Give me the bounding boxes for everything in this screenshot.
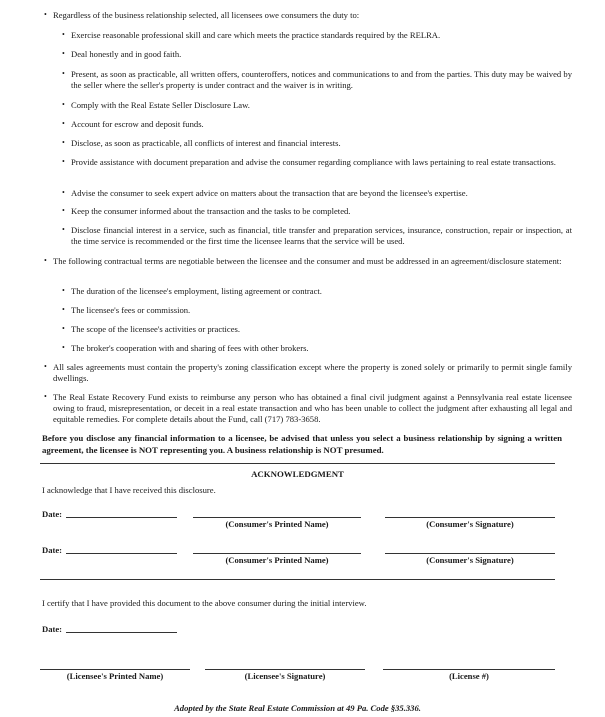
- duty-item: Provide assistance with document preparation and advise the consumer regarding compliance with laws pertaining to real estate transactions.: [71, 157, 556, 167]
- duty-item: Disclose, as soon as practicable, all conflicts of interest and financial interests.: [71, 138, 341, 148]
- footer-citation: Adopted by the State Real Estate Commission at 49 Pa. Code §35.336.: [174, 703, 421, 713]
- bullet: •: [44, 362, 47, 371]
- consumer-printed-name-field[interactable]: [193, 553, 361, 554]
- bullet: •: [62, 100, 65, 109]
- zoning-note: All sales agreements must contain the property's zoning classification except where the property is zoned solely or primarily to permit single family dwellings.: [53, 362, 572, 383]
- bullet: •: [62, 305, 65, 314]
- duty-intro: Regardless of the business relationship selected, all licensees owe consumers the duty to:: [53, 10, 360, 20]
- contract-intro: The following contractual terms are negotiable between the licensee and the consumer and must be addressed in an agreement/disclosure statement:: [53, 256, 562, 266]
- bullet: •: [62, 286, 65, 295]
- date-label: Date:: [42, 509, 63, 519]
- date-label: Date:: [42, 624, 63, 634]
- bullet: •: [62, 343, 65, 352]
- contract-term: The licensee's fees or commission.: [71, 305, 191, 315]
- bullet: •: [62, 69, 65, 78]
- consumer-signature-label: (Consumer's Signature): [426, 555, 514, 565]
- warning-statement: Before you disclose any financial information to a licensee, be advised that unless you select a business relationship by signing a written agreement, the licensee is NOT representing you. A business relationship is NOT presumed.: [42, 433, 562, 455]
- duty-item: Comply with the Real Estate Seller Disclosure Law.: [71, 100, 250, 110]
- license-number-field[interactable]: [383, 669, 555, 670]
- duty-item: Deal honestly and in good faith.: [71, 49, 182, 59]
- consumer-signature-field[interactable]: [385, 553, 555, 554]
- duty-item: Keep the consumer informed about the transaction and the tasks to be completed.: [71, 206, 351, 216]
- licensee-signature-field[interactable]: [205, 669, 365, 670]
- contract-term: The duration of the licensee's employment, listing agreement or contract.: [71, 286, 322, 296]
- bullet: •: [62, 225, 65, 234]
- licensee-printed-name-label: (Licensee's Printed Name): [66, 671, 164, 681]
- bullet: •: [62, 188, 65, 197]
- bullet: •: [62, 206, 65, 215]
- acknowledgment-statement: I acknowledge that I have received this disclosure.: [42, 485, 216, 495]
- duty-item: Account for escrow and deposit funds.: [71, 119, 204, 129]
- license-number-label: (License #): [449, 671, 489, 681]
- recovery-fund-note: The Real Estate Recovery Fund exists to reimburse any person who has obtained a final civil judgment against a Pennsylvania real estate licensee owing to fraud, misrepresentation, or deceit in a real estate transaction and who has been unable to collect the judgment after exhausting all legal and equitable remedies. For complete details about the Fund, call (717) 783-3658.: [53, 392, 572, 424]
- bullet: •: [62, 138, 65, 147]
- date-field[interactable]: [66, 517, 177, 518]
- bullet: •: [44, 392, 47, 401]
- bullet: •: [44, 10, 47, 19]
- consumer-signature-label: (Consumer's Signature): [426, 519, 514, 529]
- acknowledgment-heading: ACKNOWLEDGMENT: [251, 469, 344, 479]
- consumer-signature-field[interactable]: [385, 517, 555, 518]
- licensee-printed-name-field[interactable]: [40, 669, 190, 670]
- duty-item: Disclose financial interest in a service, such as financial, title transfer and preparation services, insurance, construction, repair or inspection, at the time service is recommended or the first time the licensee learns that the service will be used.: [71, 225, 572, 246]
- certification-statement: I certify that I have provided this document to the above consumer during the initial interview.: [42, 598, 367, 608]
- duty-item: Exercise reasonable professional skill and care which meets the practice standards required by the RELRA.: [71, 30, 441, 40]
- bullet: •: [62, 324, 65, 333]
- bullet: •: [62, 49, 65, 58]
- date-field[interactable]: [66, 632, 177, 633]
- bullet: •: [62, 119, 65, 128]
- divider: [40, 463, 555, 464]
- consumer-printed-name-label: (Consumer's Printed Name): [225, 519, 329, 529]
- duty-item: Advise the consumer to seek expert advice on matters about the transaction that are beyond the licensee's expertise.: [71, 188, 468, 198]
- consumer-printed-name-label: (Consumer's Printed Name): [225, 555, 329, 565]
- bullet: •: [62, 30, 65, 39]
- licensee-signature-label: (Licensee's Signature): [244, 671, 326, 681]
- date-label: Date:: [42, 545, 63, 555]
- duty-item: Present, as soon as practicable, all written offers, counteroffers, notices and communications to and from the parties. This duty may be waived by the seller where the seller's property is under contract and the waiver is in writing.: [71, 69, 572, 90]
- consumer-printed-name-field[interactable]: [193, 517, 361, 518]
- bullet: •: [62, 157, 65, 166]
- bullet: •: [44, 256, 47, 265]
- contract-term: The broker's cooperation with and sharing of fees with other brokers.: [71, 343, 309, 353]
- divider: [40, 579, 555, 580]
- date-field[interactable]: [66, 553, 177, 554]
- contract-term: The scope of the licensee's activities or practices.: [71, 324, 241, 334]
